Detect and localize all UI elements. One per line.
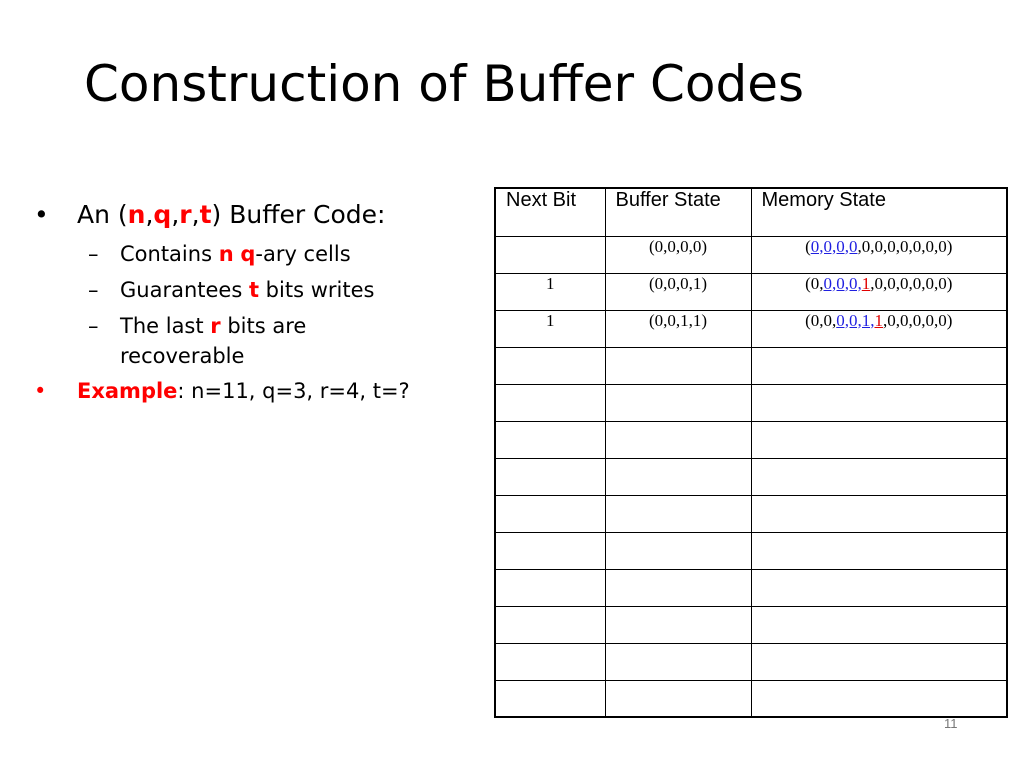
- sub-bullet-guarantees: [30, 275, 480, 305]
- cell-buffer-state: [605, 532, 751, 569]
- cell-buffer-state: [605, 384, 751, 421]
- param-q: q: [153, 200, 172, 229]
- dash-icon: –: [88, 314, 99, 338]
- cell-memory-state: [751, 384, 1007, 421]
- mem-prefix: (0,0,: [805, 310, 837, 330]
- cell-buffer-state: [605, 458, 751, 495]
- bullet-example: [30, 379, 480, 403]
- table-row: [495, 273, 1007, 310]
- table-row: [495, 236, 1007, 273]
- cell-memory-state: [751, 532, 1007, 569]
- mem-prefix: (: [805, 236, 811, 256]
- example-text: : n=11, q=3, r=4, t=?: [177, 379, 410, 403]
- table-row-empty: [495, 347, 1007, 384]
- table-row-empty: [495, 680, 1007, 717]
- cell-memory-state: [751, 347, 1007, 384]
- cell-buffer-state: [605, 569, 751, 606]
- cell-memory-state: [751, 495, 1007, 532]
- cell-next-bit: [495, 384, 605, 421]
- header-memory-state: Memory State: [751, 188, 1007, 236]
- text: Contains: [120, 242, 219, 266]
- mem-suffix: ,0,0,0,0,0): [883, 310, 953, 330]
- cell-buffer-state: [605, 643, 751, 680]
- mem-buffer-part: 0,0,1,: [836, 310, 875, 330]
- table-row-empty: [495, 532, 1007, 569]
- cell-next-bit: [495, 606, 605, 643]
- cell-buffer-state: [605, 347, 751, 384]
- cell-next-bit: [495, 643, 605, 680]
- mem-new-bit: 1: [874, 310, 883, 330]
- cell-memory-state: [751, 569, 1007, 606]
- param-n: n: [218, 242, 234, 266]
- cell-buffer-state: (0,0,0,0): [605, 236, 751, 273]
- sub-bullet-recoverable: [30, 311, 390, 371]
- text: ) Buffer Code:: [211, 200, 386, 229]
- sub-bullet-contains: [30, 239, 480, 269]
- bullet-list: [30, 200, 480, 403]
- table-row-empty: [495, 643, 1007, 680]
- cell-memory-state: [751, 310, 1007, 347]
- param-n: n: [127, 200, 146, 229]
- param-t: t: [199, 200, 212, 229]
- mem-prefix: (0,: [805, 273, 824, 293]
- cell-memory-state: [751, 606, 1007, 643]
- mem-suffix: ,0,0,0,0,0,0,0): [857, 236, 953, 256]
- mem-buffer-part: 0,0,0,: [823, 273, 862, 293]
- cell-buffer-state: [605, 495, 751, 532]
- text: The last: [120, 314, 211, 338]
- text: An (: [77, 200, 128, 229]
- cell-memory-state: [751, 236, 1007, 273]
- cell-memory-state: [751, 458, 1007, 495]
- table-header-row: [495, 188, 1007, 236]
- table-row-empty: [495, 495, 1007, 532]
- text: ,: [191, 200, 200, 229]
- cell-memory-state: [751, 643, 1007, 680]
- text: -ary cells: [255, 242, 351, 266]
- cell-next-bit: [495, 532, 605, 569]
- cell-buffer-state: [605, 680, 751, 717]
- page-number: 11: [944, 716, 958, 731]
- mem-new-bit: 1: [861, 273, 871, 293]
- cell-memory-state: [751, 421, 1007, 458]
- slide-title: Construction of Buffer Codes: [84, 55, 805, 113]
- cell-next-bit: [495, 495, 605, 532]
- example-label: Example: [77, 379, 178, 403]
- cell-next-bit: [495, 421, 605, 458]
- text: Guarantees: [120, 278, 249, 302]
- header-next-bit: Next Bit: [495, 188, 605, 236]
- cell-next-bit: [495, 569, 605, 606]
- mem-buffer-part: 0,0,0,0: [810, 236, 858, 256]
- text: ,: [145, 200, 154, 229]
- text: bits are recoverable: [120, 314, 307, 368]
- mem-suffix: ,0,0,0,0,0,0): [870, 273, 953, 293]
- bullet-icon: •: [34, 379, 47, 403]
- text: ,: [171, 200, 180, 229]
- cell-next-bit: [495, 236, 605, 273]
- cell-buffer-state: [605, 421, 751, 458]
- table-row-empty: [495, 421, 1007, 458]
- bullet-icon: •: [34, 200, 49, 229]
- cell-next-bit: [495, 458, 605, 495]
- param-r: r: [179, 200, 192, 229]
- param-r: r: [210, 314, 221, 338]
- cell-next-bit: 1: [495, 310, 605, 347]
- dash-icon: –: [88, 278, 99, 302]
- table-row-empty: [495, 606, 1007, 643]
- cell-buffer-state: (0,0,0,1): [605, 273, 751, 310]
- table-row-empty: [495, 569, 1007, 606]
- dash-icon: –: [88, 242, 99, 266]
- cell-next-bit: [495, 347, 605, 384]
- param-t: t: [248, 278, 259, 302]
- text: bits writes: [259, 278, 375, 302]
- table-row-empty: [495, 384, 1007, 421]
- param-q: q: [240, 242, 256, 266]
- table-row: [495, 310, 1007, 347]
- cell-buffer-state: (0,0,1,1): [605, 310, 751, 347]
- bullet-buffer-code: [30, 200, 480, 229]
- cell-memory-state: [751, 680, 1007, 717]
- cell-buffer-state: [605, 606, 751, 643]
- cell-memory-state: [751, 273, 1007, 310]
- empty-rows: [495, 347, 1007, 717]
- cell-next-bit: [495, 680, 605, 717]
- table-row-empty: [495, 458, 1007, 495]
- header-buffer-state: Buffer State: [605, 188, 751, 236]
- buffer-state-table: [494, 187, 1008, 718]
- cell-next-bit: 1: [495, 273, 605, 310]
